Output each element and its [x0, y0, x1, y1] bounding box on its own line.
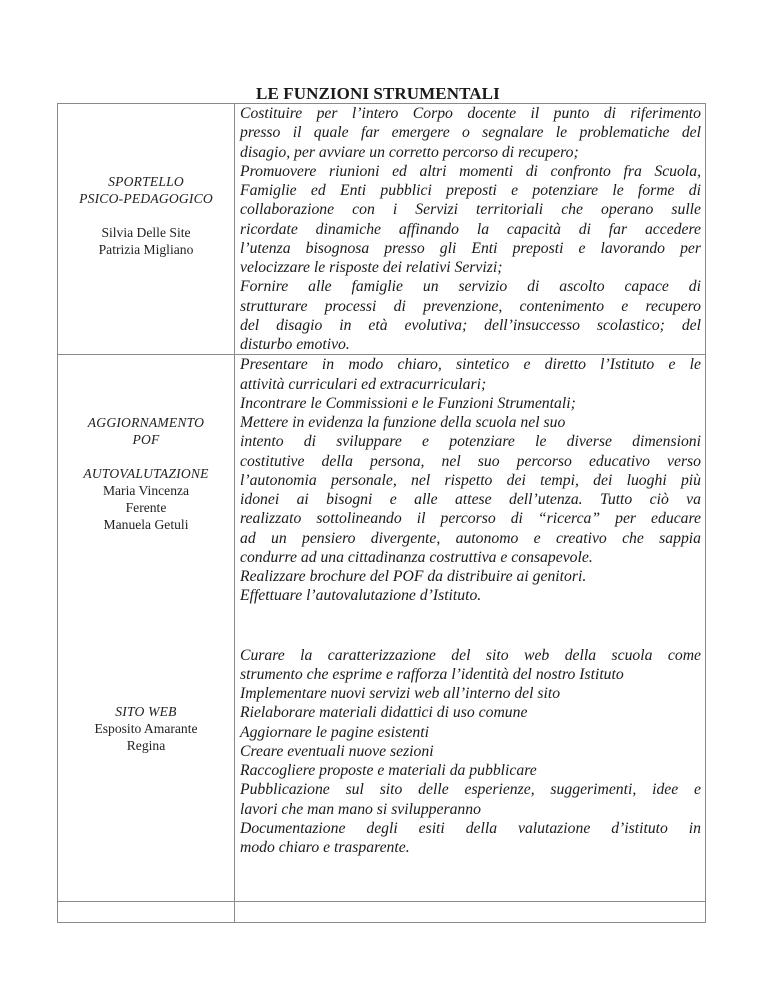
duty-line: intento di sviluppare e potenziare le diverse dimensioni: [240, 433, 701, 451]
duty-line: ricordate dinamiche affinando la capacità di far accedere: [240, 220, 701, 238]
duty-line: Creare eventuali nuove sezioni: [240, 742, 434, 760]
duty-line: realizzato sottolineando il percorso di “ricerca” per educare: [240, 510, 701, 528]
duty-line: l’autonomia personale, nel rispetto dei tempi, dei luoghi più: [240, 471, 701, 489]
role-label: SITO WEB: [115, 704, 177, 720]
duty-line: Presentare in modo chiaro, sintetico e diretto l’Istituto e le: [240, 356, 701, 374]
duty-line: Mettere in evidenza la funzione della scuola nel suo: [240, 414, 566, 431]
duty-line: Fornire alle famiglie un servizio di ascolto capace di: [240, 278, 701, 296]
funzioni-table: [57, 103, 706, 923]
duty-line: presso il quale far emergere o segnalare le problematiche del: [240, 124, 701, 142]
duty-line: strumento che esprime e rafforza l’identità del nostro Istituto: [240, 665, 624, 683]
assignee-name: Maria Vincenza: [102, 483, 190, 499]
role-label: AGGIORNAMENTO: [87, 415, 205, 431]
duty-line: attività curriculari ed extracurriculari;: [240, 375, 487, 393]
duty-line: Curare la caratterizzazione del sito web della scuola come: [240, 646, 701, 664]
duty-line: costitutive della persona, nel suo percorso educativo verso: [240, 452, 701, 470]
duty-line: Implementare nuovi servizi web all’interno del sito: [240, 685, 561, 702]
duty-line: ad un pensiero divergente, autonomo e creativo che sappia: [240, 529, 701, 547]
role-label: AUTOVALUTAZIONE: [83, 466, 209, 482]
table-row-empty: [58, 902, 706, 923]
duty-line: Effettuare l’autovalutazione d’Istituto.: [240, 587, 482, 605]
assignee-name: Manuela Getuli: [103, 517, 189, 533]
left-cell-sportello: [58, 104, 235, 355]
duty-line: strutturare processi di prevenzione, contenimento e recupero: [240, 297, 701, 315]
assignee-block: [58, 414, 234, 533]
assignee-name: Regina: [126, 738, 166, 754]
role-label: POF: [132, 432, 160, 448]
duty-line: Rielaborare materiali didattici di uso comune: [240, 704, 528, 722]
duty-line: idonei ai bisogni e alle attese dell’utenza. Tutto ciò va: [240, 491, 701, 508]
empty-cell: [235, 902, 706, 923]
duty-line: Documentazione degli esiti della valutazione d’istituto in: [240, 819, 701, 837]
left-cell-aggiornamento-sito: [58, 355, 235, 902]
duty-line: Incontrare le Commissioni e le Funzioni Strumentali;: [240, 394, 576, 412]
empty-cell: [58, 902, 235, 923]
right-cell-aggiornamento-sito: [235, 355, 706, 902]
duty-line: del disagio in età evolutiva; dell’insuccesso scolastico; del: [240, 316, 701, 334]
duty-line: velocizzare le risposte dei relativi Servizi;: [240, 259, 503, 276]
assignee-block: [58, 703, 234, 754]
right-cell-sportello: [235, 104, 706, 355]
assignee-name: Esposito Amarante: [94, 721, 198, 737]
page-title: LE FUNZIONI STRUMENTALI: [256, 84, 500, 103]
assignee-name: Ferente: [125, 500, 167, 516]
role-label: PSICO-PEDAGOGICO: [79, 191, 213, 206]
role-label: SPORTELLO: [108, 174, 184, 189]
table-row-aggiornamento-sito: [58, 355, 706, 902]
assignee-block: [58, 173, 234, 258]
duties-list: [240, 104, 701, 354]
duty-line: lavori che man mano si svilupperanno: [240, 800, 481, 818]
duty-line: Promuovere riunioni ed altri momenti di confronto fra Scuola,: [240, 162, 701, 180]
assignee-name: Silvia Delle Site: [101, 225, 191, 240]
duty-line: Famiglie ed Enti pubblici preposti e potenziare le forme di: [240, 182, 701, 199]
duty-line: modo chiaro e trasparente.: [240, 839, 410, 856]
duty-line: Pubblicazione sul sito delle esperienze, suggerimenti, idee e: [240, 781, 701, 799]
table-row-sportello: [58, 104, 706, 355]
duty-line: collaborazione con i Servizi territoriali che operano sulle: [240, 201, 701, 219]
duty-line: Aggiornare le pagine esistenti: [240, 723, 429, 741]
duty-line: l’utenza bisognosa presso gli Enti preposti e lavorando per: [240, 239, 701, 257]
duties-list: [240, 646, 701, 858]
duty-line: Realizzare brochure del POF da distribuire ai genitori.: [240, 568, 587, 585]
duty-line: condurre ad una cittadinanza costruttiva e consapevole.: [240, 548, 593, 566]
assignee-name: Patrizia Migliano: [98, 242, 194, 257]
duty-line: Costituire per l’intero Corpo docente il punto di riferimento: [240, 105, 701, 122]
duty-line: Raccogliere proposte e materiali da pubblicare: [240, 762, 537, 779]
duty-line: disagio, per avviare un corretto percorso di recupero;: [240, 143, 579, 161]
duties-list: [240, 355, 701, 605]
duty-line: disturbo emotivo.: [240, 336, 350, 353]
